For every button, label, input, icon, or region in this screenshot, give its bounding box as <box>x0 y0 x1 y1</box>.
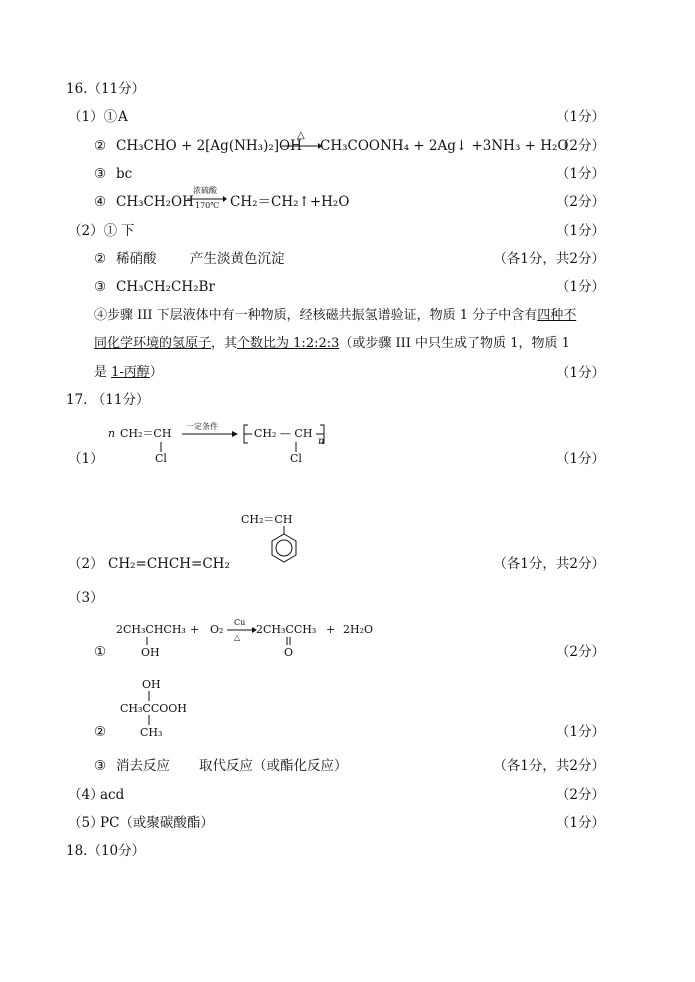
eq2-oh: OH <box>142 678 161 691</box>
eq1-catalyst: Cu <box>234 618 246 627</box>
q16-2-2-label: ② <box>94 251 107 267</box>
styrene-vinyl: CH₂＝CH <box>241 513 293 526</box>
q17-2-label: （2） <box>68 556 104 572</box>
q17-4-score: （2分） <box>555 787 605 803</box>
q17-4-answer: acd <box>100 787 125 803</box>
eq2-main: CH₃CCOOH <box>120 702 187 715</box>
q16-2-1-answer: 下 <box>121 223 135 239</box>
q17-2-answer: CH₂=CHCH=CH₂ <box>108 556 230 572</box>
q16-2-3-label: ③ <box>94 279 107 295</box>
eq1-plus2: + <box>326 623 336 636</box>
eq1-heat: △ <box>234 633 241 642</box>
q16-3-answer: bc <box>116 166 133 182</box>
q17-3-eq3-b: 取代反应（或酯化反应） <box>199 758 348 774</box>
q16-2-lhs: CH₃CHO + 2[Ag(NH₃)₂]OH <box>116 138 302 154</box>
q17-1-polymer: CH₂ — CH <box>254 427 313 440</box>
q17-1-condition: 一定条件 <box>186 422 218 431</box>
q16-2-4-line1: ④步骤 III 下层液体中有一种物质，经核磁共振氢谱验证，物质 1 分子中含有四种不 <box>94 308 577 323</box>
q16-2-4-line2: 同化学环境的氢原子，其个数比为 1:2:2:3（或步骤 III 中只生成了物质 1，物质 1 <box>94 336 570 351</box>
q17-5-score: （1分） <box>555 815 605 831</box>
q16-4-cond-bottom: 170℃ <box>195 201 220 210</box>
q16-1-answer: A <box>118 109 128 125</box>
q16-3-label: ③ <box>94 166 107 182</box>
q17-4-label: （4） <box>68 787 104 803</box>
reaction-arrow <box>182 431 238 437</box>
q17-3-eq1-score: （2分） <box>555 644 605 660</box>
q16-2-2-score: （各1分，共2分） <box>493 251 605 267</box>
eq1-o2: O₂ <box>210 623 224 636</box>
q16-2-2-answer-a: 稀硝酸 <box>116 251 157 267</box>
eq1-water: 2H₂O <box>343 623 374 636</box>
q16-2-score: （2分） <box>555 138 605 154</box>
q17-header: 17. （11分） <box>66 392 150 408</box>
eq1-o: O <box>284 646 294 659</box>
q16-2-3-answer: CH₃CH₂CH₂Br <box>116 279 215 295</box>
q18-header: 18.（10分） <box>66 843 146 859</box>
q17-3-eq3-label: ③ <box>94 758 107 774</box>
eq1-oh: OH <box>141 646 160 659</box>
q16-2-1-label: （2）① <box>68 223 118 239</box>
reaction-arrow <box>282 138 322 152</box>
q16-4-cond-top: 浓硫酸 <box>193 186 217 195</box>
q16-3-score: （1分） <box>555 166 605 182</box>
q16-header: 16.（11分） <box>66 81 146 97</box>
q16-4-label: ④ <box>94 194 107 210</box>
reaction-arrow <box>227 627 257 633</box>
q17-2-score: （各1分，共2分） <box>493 556 605 572</box>
q16-2-condition: △ <box>297 130 305 141</box>
q16-2-rhs: CH₃COONH₄ + 2Ag↓ +3NH₃ + H₂O <box>320 138 569 154</box>
q17-1-polymer-n: n <box>318 436 325 447</box>
q16-1-score: （1分） <box>555 109 605 125</box>
q17-5-answer: PC（或聚碳酸酯） <box>100 815 214 831</box>
q17-3-eq1-label: ① <box>94 644 107 660</box>
q16-2-3-score: （1分） <box>555 279 605 295</box>
q17-1-polymer-cl: Cl <box>290 452 302 465</box>
benzene-ring-icon <box>270 526 304 566</box>
q16-4-lhs: CH₃CH₂OH <box>116 194 194 210</box>
q16-2-2-answer-b: 产生淡黄色沉淀 <box>190 251 285 267</box>
q16-4-score: （2分） <box>555 194 605 210</box>
q16-1-label: （1）① <box>68 109 118 125</box>
q17-3-eq3-score: （各1分，共2分） <box>493 758 605 774</box>
q17-5-label: （5） <box>68 815 104 831</box>
q17-3-eq3-a: 消去反应 <box>116 758 170 774</box>
eq2-ch3: CH₃ <box>140 726 163 739</box>
q17-3-eq2-score: （1分） <box>555 724 605 740</box>
q17-3-label: （3） <box>68 590 104 606</box>
eq1-plus: + <box>190 623 200 636</box>
q16-2-4-score: （1分） <box>555 365 605 381</box>
eq1-product: 2CH₃CCH₃ <box>256 623 317 636</box>
q16-4-rhs: CH₂＝CH₂↑+H₂O <box>230 194 350 210</box>
q17-1-label: （1） <box>68 451 104 467</box>
eq1-reactant: 2CH₃CHCH₃ <box>116 623 186 636</box>
q16-2-4-line3: 是 1-丙醇） <box>94 365 163 380</box>
q17-1-monomer: CH₂＝CH <box>120 427 172 440</box>
q17-1-n: n <box>108 427 116 440</box>
q16-2-1-score: （1分） <box>555 223 605 239</box>
q17-3-eq2-label: ② <box>94 724 107 740</box>
q17-1-score: （1分） <box>555 451 605 467</box>
q16-2-label: ② <box>94 138 107 154</box>
q17-1-cl: Cl <box>155 452 167 465</box>
